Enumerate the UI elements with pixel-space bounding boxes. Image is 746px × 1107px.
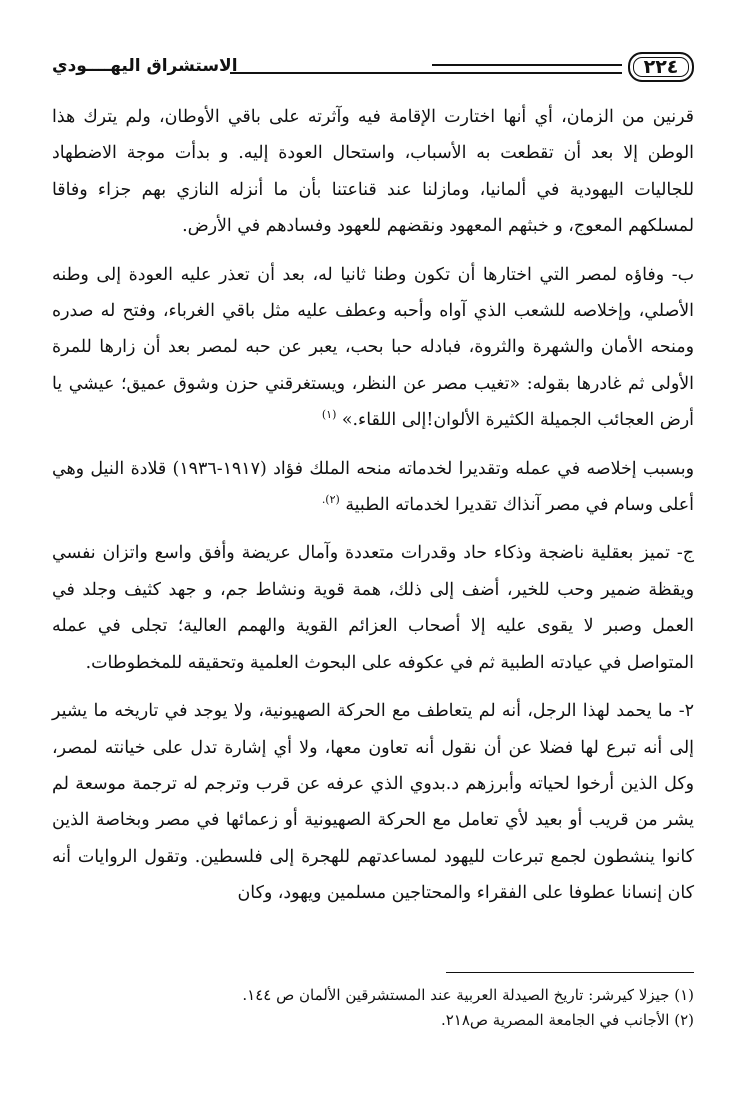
paragraph-3 bbox=[52, 451, 694, 524]
paragraph-text: ب- وفاؤه لمصر التي اختارها أن تكون وطنا ثانيا له، بعد أن تعذر عليه العودة إلى وطنه الأصلي، وإخلاصه للشعب الذي آواه وأحبه وعطف عليه مثل باقي الغرباء، وفتح له صدره ومنحه الأمان والشهرة والثروة، فبادله حبا بحب، يعبر عن حبه لمصر بعد أن زارها للمرة الأولى ثم غادرها بقوله: «تغيب مصر عن النظر، ويستغرقني حزن وشوق عميق؛ عيشي يا أرض العجائب الجميلة الكثيرة الألوان!إلى اللقاء.» bbox=[52, 264, 694, 431]
header-rule-bottom bbox=[230, 72, 622, 74]
paragraph-1 bbox=[52, 99, 694, 245]
footnotes bbox=[52, 983, 694, 1033]
running-title: الاستشراق اليهــــودي bbox=[52, 56, 238, 76]
paragraph-4 bbox=[52, 535, 694, 681]
footnote-ref-2: (٢). bbox=[321, 493, 340, 507]
paragraph-text: ٢- ما يحمد لهذا الرجل، أنه لم يتعاطف مع الحركة الصهيونية، ولا يوجد في تاريخه ما يشير إلى أنه تبرع لها فضلا عن أن نقول أنه تعاون معها، ولا أي إشارة تدل على خيانته لمصر، وكل الذين أرخوا لحياته وأبرزهم د.بدوي الذي عرفه عن قرب وترجم له ترجمة موسعة لم يشر من قريب أو بعيد لأي تعامل مع الحركة الصهيونية أو زعمائها في مصر وبخاصة الذين كانوا ينشطون لجمع تبرعات لليهود لمساعدتهم للهجرة إلى فلسطين. وتقول الروايات أنه كان إنسانا عطوفا على الفقراء والمحتاجين مسلمين ويهود، وكان bbox=[52, 701, 694, 904]
paragraph-5 bbox=[52, 693, 694, 911]
footnote-ref-1: (١) bbox=[321, 408, 337, 422]
footnote-1: (١) جيزلا كيرشر: تاريخ الصيدلة العربية عند المستشرقين الألمان ص ١٤٤. bbox=[242, 986, 694, 1004]
page-body bbox=[52, 99, 694, 912]
paragraph-text: وبسبب إخلاصه في عمله وتقديرا لخدماته منحه الملك فؤاد (١٩١٧-١٩٣٦) قلادة النيل وهي أعلى وسام في مصر آنذاك تقديرا لخدماته الطبية bbox=[52, 458, 694, 516]
paragraph-text: قرنين من الزمان، أي أنها اختارت الإقامة فيه وآثرته على باقي الأوطان، ولم يترك هذا الوطن إلا بعد أن تقطعت به الأسباب، واستحال العودة إليه. و بدأت موجة الاضطهاد للجاليات اليهودية في ألمانيا، ومازلنا عند قناعتنا بأن ما أنزله النازي بهم جزاء وفاقا لمسلكهم المعوج، و خبثهم المعهود ونقضهم للعهود وفسادهم في الأرض. bbox=[52, 107, 694, 237]
page-header bbox=[52, 50, 694, 92]
paragraph-text: ج- تميز بعقلية ناضجة وذكاء حاد وقدرات متعددة وآمال عريضة وأفق واسع واتزان نفسي ويقظة ضمير وحب للخير، أضف إلى ذلك، همة قوية ونشاط جم، و جهد كثيف وجلد في العمل وصبر لا يقوى عليه إلا أصحاب العزائم القوية والهمم العالية؛ تجلى في عمله المتواصل في عيادته الطبية ثم في عكوفه على البحوث العلمية وتحقيقه للمخطوطات. bbox=[52, 543, 694, 673]
paragraph-2 bbox=[52, 257, 694, 439]
header-rule-top bbox=[432, 64, 622, 66]
footnote-separator bbox=[446, 972, 694, 973]
footnote-2: (٢) الأجانب في الجامعة المصرية ص٢١٨. bbox=[440, 1011, 694, 1029]
page-number: ٢٢٤ bbox=[628, 52, 694, 82]
